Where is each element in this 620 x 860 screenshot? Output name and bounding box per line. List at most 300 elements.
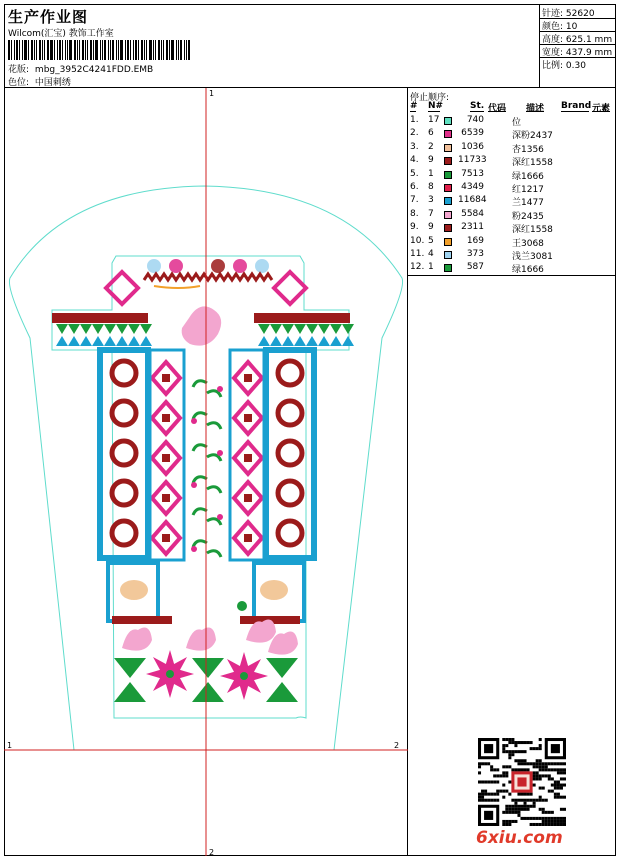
qr-module — [548, 811, 551, 814]
stop-index: 10. — [410, 235, 425, 246]
triangle-motif — [114, 658, 146, 678]
barcode-bar — [79, 40, 80, 60]
qr-module — [545, 817, 548, 820]
qr-module — [524, 799, 527, 802]
barcode-bar — [67, 40, 68, 60]
qr-module — [554, 762, 557, 765]
needle-number: 3 — [428, 195, 434, 206]
shoulder-triangle — [140, 336, 152, 346]
qr-module — [557, 817, 560, 820]
qr-module — [545, 823, 548, 826]
shoulder-triangle — [306, 336, 318, 346]
qr-module — [511, 741, 514, 744]
qr-module — [530, 823, 533, 826]
qr-module — [545, 820, 548, 823]
shoulder-triangle — [258, 324, 270, 334]
barcode-bar — [144, 40, 145, 60]
qr-module — [514, 805, 517, 808]
qr-module — [542, 808, 545, 811]
vine-bud — [191, 482, 197, 488]
qr-module — [511, 750, 514, 753]
qr-module — [487, 793, 490, 796]
qr-module — [545, 811, 548, 814]
qr-module — [551, 762, 554, 765]
qr-module — [554, 823, 557, 826]
col-header-index: # — [410, 101, 418, 111]
qr-module — [542, 768, 545, 771]
qr-module — [536, 759, 539, 762]
shoulder-triangle — [318, 336, 330, 346]
color-swatch — [444, 171, 452, 179]
diamond-frame — [274, 272, 306, 304]
qr-module — [536, 774, 539, 777]
barcode-bar — [77, 40, 78, 60]
shoulder-triangle — [80, 336, 92, 346]
qr-module — [514, 759, 517, 762]
barcode-bar — [146, 40, 147, 60]
needle-number: 5 — [428, 235, 434, 246]
qr-module — [517, 741, 520, 744]
barcode-bar — [14, 40, 15, 60]
qr-module — [511, 768, 514, 771]
needle-number: 6 — [428, 128, 434, 139]
qr-module — [557, 762, 560, 765]
qr-module — [502, 784, 505, 787]
stitch-count: 740 — [466, 115, 484, 125]
barcode-bar — [180, 40, 182, 60]
shoulder-triangle — [306, 324, 318, 334]
qr-module — [524, 817, 527, 820]
diamond-center — [244, 374, 252, 382]
qr-module — [563, 796, 566, 799]
page-title: 生产作业图 — [8, 8, 89, 26]
thread-description: 王3068 — [512, 238, 544, 249]
barcode-bar — [158, 40, 160, 60]
qr-module — [551, 820, 554, 823]
qr-module — [517, 811, 520, 814]
barcode-bar — [133, 40, 134, 60]
vine-leaf — [193, 445, 207, 451]
diamond-center — [162, 494, 170, 502]
stats-panel — [540, 4, 616, 88]
qr-module — [514, 768, 517, 771]
qr-module — [560, 784, 563, 787]
stitch-count: 11684 — [458, 195, 487, 206]
shoulder-triangle — [116, 336, 128, 346]
qr-module — [508, 750, 511, 753]
qr-module — [551, 784, 554, 787]
qr-module — [557, 780, 560, 783]
shoulder-triangle — [342, 336, 354, 346]
barcode-bar — [57, 40, 58, 60]
qr-module — [560, 771, 563, 774]
barcode-bar — [112, 40, 114, 60]
qr-module — [545, 768, 548, 771]
barcode-bar — [90, 40, 92, 60]
guide-marker-top: 1 — [209, 89, 215, 98]
qr-module — [496, 790, 499, 793]
triangle-motif — [266, 658, 298, 678]
diamond-center — [244, 414, 252, 422]
top-flower — [147, 259, 161, 273]
qr-module — [545, 774, 548, 777]
qr-module — [508, 820, 511, 823]
shoulder-triangle — [282, 324, 294, 334]
qr-module — [514, 802, 517, 805]
qr-module — [542, 799, 545, 802]
phoenix-motif — [182, 306, 222, 345]
color-scheme-row — [8, 75, 71, 88]
qr-module — [557, 823, 560, 826]
needle-number: 8 — [428, 182, 434, 192]
barcode-bar — [44, 40, 45, 60]
stat-scale: 比例: 0.30 — [542, 61, 586, 71]
qr-module — [478, 771, 481, 774]
stop-row — [408, 195, 616, 208]
triangle-motif — [192, 682, 224, 702]
qr-module — [484, 762, 487, 765]
qr-module — [542, 765, 545, 768]
qr-module — [487, 799, 490, 802]
qr-module — [502, 771, 505, 774]
stop-row — [408, 236, 616, 249]
qr-module — [533, 777, 536, 780]
qr-module — [563, 823, 566, 826]
qr-module — [539, 799, 542, 802]
needle-number: 7 — [428, 208, 434, 219]
barcode-bar — [50, 40, 53, 60]
qr-module — [484, 744, 493, 753]
animal-motif — [120, 580, 148, 600]
qr-module — [554, 796, 557, 799]
stitch-count: 169 — [466, 235, 484, 246]
qr-module — [539, 768, 542, 771]
stop-row — [408, 115, 616, 128]
qr-module — [505, 774, 508, 777]
barcode-bar — [24, 40, 27, 60]
qr-module — [557, 793, 560, 796]
barcode-bar — [169, 40, 170, 60]
qr-module — [542, 817, 545, 820]
col-header-brand: Brand — [561, 101, 592, 111]
stop-row — [408, 222, 616, 235]
qr-module — [502, 774, 505, 777]
color-swatch — [444, 197, 452, 205]
qr-module — [508, 811, 511, 814]
qr-module — [505, 771, 508, 774]
stop-row — [408, 182, 616, 195]
qr-module — [481, 799, 484, 802]
qr-module — [520, 805, 523, 808]
qr-module — [563, 762, 566, 765]
triangle-motif — [266, 682, 298, 702]
thread-description: 深粉2437 — [512, 131, 553, 142]
stop-row — [408, 142, 616, 155]
spiral-motif — [278, 361, 302, 385]
qr-module — [539, 796, 542, 799]
qr-module — [539, 762, 542, 765]
stop-row — [408, 249, 616, 262]
qr-module — [508, 780, 511, 783]
qr-module — [517, 799, 520, 802]
qr-module — [517, 759, 520, 762]
diamond-center — [162, 374, 170, 382]
vine-leaf — [193, 477, 207, 483]
barcode-bar — [87, 40, 88, 60]
shoulder-triangle — [128, 336, 140, 346]
qr-module — [520, 793, 523, 796]
qr-module — [524, 802, 527, 805]
barcode-bar — [31, 40, 33, 60]
qr-module — [481, 790, 484, 793]
stop-row — [408, 209, 616, 222]
qr-module — [530, 762, 533, 765]
qr-module — [560, 817, 563, 820]
qr-module — [557, 796, 560, 799]
stop-sequence-panel — [408, 88, 616, 276]
qr-module — [554, 784, 557, 787]
barcode-bar — [93, 40, 94, 60]
qr-module — [551, 777, 554, 780]
barcode-bar — [184, 40, 185, 60]
needle-number: 1 — [428, 168, 434, 179]
qr-module — [505, 738, 508, 741]
qr-module — [517, 762, 520, 765]
color-swatch — [444, 144, 452, 152]
top-flower — [233, 259, 247, 273]
qr-module — [493, 774, 496, 777]
thread-description: 兰1477 — [512, 198, 544, 209]
vine-leaf — [193, 509, 207, 515]
col-header-needle: N# — [428, 101, 444, 111]
qr-module — [557, 820, 560, 823]
qr-module — [514, 808, 517, 811]
qr-module — [524, 793, 527, 796]
qr-module — [511, 808, 514, 811]
qr-module — [502, 747, 505, 750]
barcode-bar — [22, 40, 23, 60]
qr-module — [542, 762, 545, 765]
needle-number: 2 — [428, 141, 434, 152]
qr-module — [533, 784, 536, 787]
thread-description: 绿1666 — [512, 265, 544, 276]
qr-module — [481, 780, 484, 783]
qr-module — [563, 784, 566, 787]
stitch-count: 11733 — [458, 155, 487, 166]
qr-module — [524, 759, 527, 762]
qr-module — [533, 799, 536, 802]
pattern-label: 花版: — [8, 65, 30, 75]
qr-module — [484, 790, 487, 793]
qr-module — [517, 768, 520, 771]
brand-watermark: 6xiu.com — [476, 828, 563, 848]
barcode-bar — [34, 40, 35, 60]
qr-module — [551, 790, 554, 793]
qr-module — [527, 793, 530, 796]
qr-module — [563, 808, 566, 811]
qr-module — [502, 744, 505, 747]
lower-band — [112, 616, 172, 624]
barcode-bar — [163, 40, 164, 60]
qr-module — [517, 750, 520, 753]
thread-description: 杏1356 — [512, 144, 544, 155]
qr-module — [520, 768, 523, 771]
top-flower — [255, 259, 269, 273]
spiral-motif — [112, 441, 136, 465]
qr-module — [542, 774, 545, 777]
qr-module — [517, 814, 520, 817]
qr-module — [542, 787, 545, 790]
shoulder-triangle — [294, 324, 306, 334]
barcode — [8, 40, 240, 60]
qr-module — [508, 765, 511, 768]
barcode-bar — [108, 40, 109, 60]
shoulder-band — [52, 313, 148, 323]
stop-index: 5. — [410, 168, 419, 179]
stitch-count: 2311 — [461, 222, 484, 233]
stop-index: 3. — [410, 141, 419, 152]
qr-module — [508, 805, 511, 808]
thread-description: 绿1666 — [512, 171, 544, 182]
qr-module — [536, 823, 539, 826]
qr-module — [548, 768, 551, 771]
barcode-bar — [95, 40, 98, 60]
barcode-bar — [8, 40, 10, 60]
qr-module — [554, 780, 557, 783]
needle-number: 9 — [428, 222, 434, 233]
qr-module — [478, 780, 481, 783]
qr-module — [536, 817, 539, 820]
qr-module — [539, 759, 542, 762]
qr-module — [548, 774, 551, 777]
thread-description: 红1217 — [512, 185, 544, 195]
thread-description: 位 — [512, 118, 522, 128]
qr-module — [527, 805, 530, 808]
barcode-bar — [118, 40, 119, 60]
barcode-bar — [11, 40, 12, 60]
shoulder-triangle — [56, 336, 68, 346]
stop-index: 2. — [410, 128, 419, 139]
qr-module — [481, 793, 484, 796]
qr-module — [554, 817, 557, 820]
qr-module — [560, 823, 563, 826]
qr-module — [502, 823, 505, 826]
qr-module — [493, 768, 496, 771]
qr-module — [517, 808, 520, 811]
qr-module — [502, 765, 505, 768]
qr-module — [520, 762, 523, 765]
rooster-motif — [186, 628, 216, 651]
barcode-bar — [65, 40, 66, 60]
barcode-bar — [171, 40, 174, 60]
vine-bud — [217, 514, 223, 520]
qr-module — [557, 771, 560, 774]
qr-module — [508, 823, 511, 826]
stop-row — [408, 128, 616, 141]
qr-module — [536, 747, 539, 750]
vine-leaf — [207, 551, 221, 557]
qr-module — [539, 787, 542, 790]
qr-module — [520, 741, 523, 744]
stop-index: 11. — [410, 249, 425, 259]
qr-module — [530, 799, 533, 802]
barcode-bar — [59, 40, 61, 60]
qr-module — [496, 780, 499, 783]
shoulder-band — [254, 313, 350, 323]
qr-module — [484, 780, 487, 783]
qr-module — [527, 799, 530, 802]
qr-module — [511, 805, 514, 808]
stitch-count: 7513 — [461, 168, 484, 179]
qr-module — [502, 750, 505, 753]
barcode-bar — [85, 40, 86, 60]
qr-module — [511, 753, 514, 756]
qr-module — [484, 799, 487, 802]
qr-module — [539, 808, 542, 811]
qr-module — [481, 762, 484, 765]
qr-module — [551, 744, 560, 753]
stop-index: 6. — [410, 182, 419, 192]
qr-module — [536, 777, 539, 780]
qr-module — [524, 808, 527, 811]
shoulder-triangle — [270, 324, 282, 334]
qr-module — [493, 799, 496, 802]
qr-module — [527, 741, 530, 744]
stitch-count: 373 — [466, 249, 484, 259]
qr-module — [496, 774, 499, 777]
qr-module — [499, 774, 502, 777]
barcode-bar — [62, 40, 63, 60]
qr-module — [554, 820, 557, 823]
vine-bud — [217, 386, 223, 392]
qr-module — [527, 768, 530, 771]
needle-number: 17 — [428, 115, 440, 125]
color-swatch — [444, 157, 452, 165]
stat-width: 宽度: 437.9 mm — [542, 48, 613, 58]
guide-marker-bottom: 2 — [209, 848, 215, 856]
barcode-bar — [102, 40, 103, 60]
qr-module — [545, 762, 548, 765]
shoulder-triangle — [92, 324, 104, 334]
design-canvas[interactable] — [4, 88, 408, 856]
qr-module — [490, 780, 493, 783]
qr-module — [548, 817, 551, 820]
qr-module — [514, 811, 517, 814]
qr-module — [478, 799, 481, 802]
qr-module — [517, 805, 520, 808]
qr-module — [478, 765, 481, 768]
stitch-count: 4349 — [461, 182, 484, 192]
qr-module — [557, 768, 560, 771]
pattern-file-row — [8, 62, 153, 75]
barcode-bar — [28, 40, 29, 60]
beetle-motif — [237, 601, 247, 611]
qr-module — [524, 750, 527, 753]
qr-module — [508, 741, 511, 744]
spiral-motif — [112, 481, 136, 505]
qr-module — [527, 808, 530, 811]
barcode-bar — [141, 40, 143, 60]
qr-module — [478, 762, 481, 765]
qr-module — [563, 768, 566, 771]
spiral-motif — [278, 441, 302, 465]
qr-module — [539, 738, 542, 741]
qr-module — [511, 820, 514, 823]
qr-module — [514, 799, 517, 802]
shoulder-triangle — [80, 324, 92, 334]
shoulder-triangle — [68, 324, 80, 334]
qr-module — [496, 793, 499, 796]
